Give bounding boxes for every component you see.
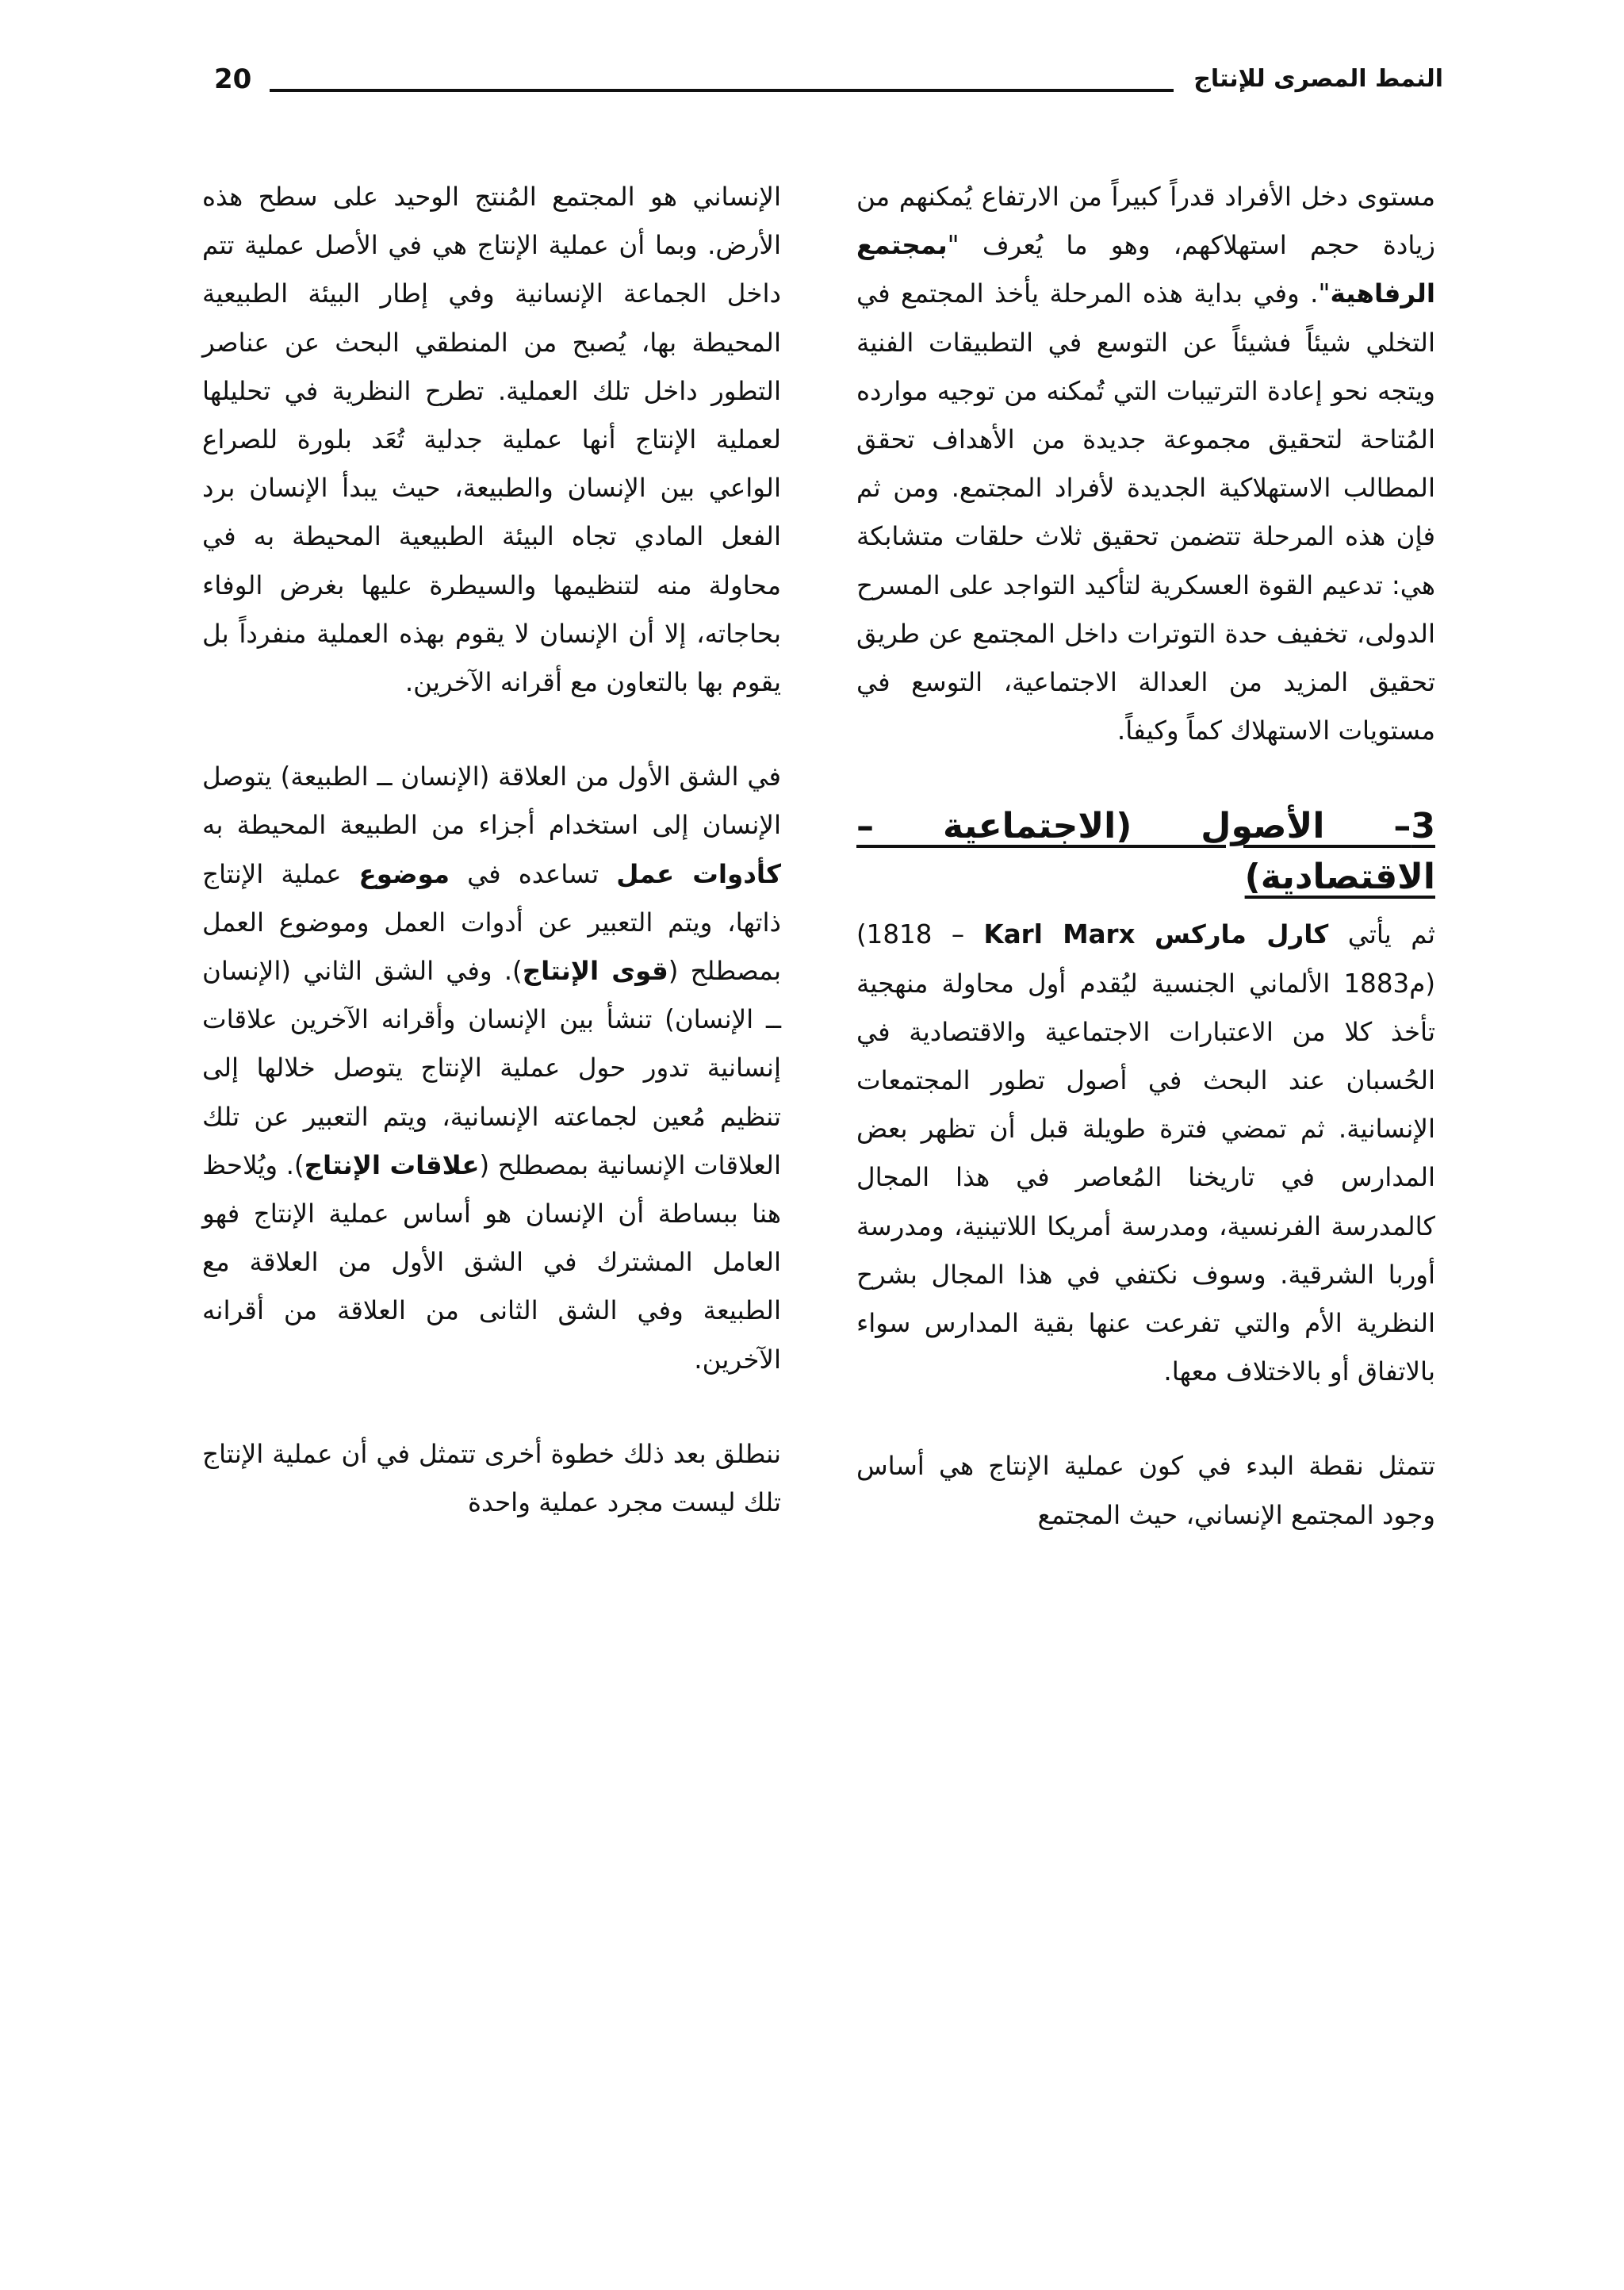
bold-term: بمجتمع الرفاهية xyxy=(856,230,1435,309)
bold-name-arabic: كارل ماركس xyxy=(1154,919,1329,950)
paragraph-text: عملية الإنتاج ذاتها، ويتم التعبير عن أدوات العمل وموضوع العمل بمصطلح ( xyxy=(202,858,781,987)
bold-name-latin: Karl Marx xyxy=(983,919,1136,950)
paragraph: الإنساني هو المجتمع المُنتج الوحيد على سطح هذه الأرض. وبما أن عملية الإنتاج هي في الأصل عملية تتم داخل الجماعة الإنسانية وفي إطار البيئة الطبيعية المحيطة بها، يُصبح من المنطقي البحث عن عناصر التطور داخل تلك العملية. تطرح النظرية في تحليلها لعملية الإنتاج أنها عملية جدلية تُعَد بلورة للصراع الواعي بين الإنسان والطبيعة، حيث يبدأ الإنسان برد الفعل المادي تجاه البيئة الطبيعية المحيطة به في محاولة منه لتنظيمها والسيطرة عليها بغرض الوفاء بحاجاته، إلا أن الإنسان لا يقوم بهذه العملية منفرداً بل يقوم بها بالتعاون مع أقرانه الآخرين. xyxy=(202,182,781,698)
paragraph: تتمثل نقطة البدء في كون عملية الإنتاج هي أساس وجود المجتمع الإنساني، حيث المجتمع xyxy=(856,1451,1435,1530)
paragraph xyxy=(856,911,1435,1396)
paragraph-text: ). ويُلاحظ هنا ببساطة أن الإنسان هو أساس عملية الإنتاج فهو العامل المشترك في الشق الأول من العلاقة مع الطبيعة وفي الشق الثانى من العلاقة من أقرانه الآخرين. xyxy=(202,1149,781,1375)
paragraph: ننطلق بعد ذلك خطوة أخرى تتمثل في أن عملية الإنتاج تلك ليست مجرد عملية واحدة xyxy=(202,1438,781,1518)
paragraph-text: ). وفي الشق الثاني (الإنسان ــ الإنسان) تنشأ بين الإنسان وأقرانه الآخرين علاقات إنسانية تدور حول عملية الإنتاج يتوصل خلالها إلى تنظيم مُعين لجماعته الإنسانية، ويتم التعبير عن تلك العلاقات الإنسانية بمصطلح ( xyxy=(202,956,781,1180)
left-column xyxy=(202,173,781,1527)
bold-term: كأدوات عمل xyxy=(616,858,781,889)
right-column xyxy=(856,173,1435,1540)
paragraph-text: في الشق الأول من العلاقة (الإنسان ــ الطبيعة) يتوصل الإنسان إلى استخدام أجزاء من الطبيعة المحيطة به xyxy=(202,761,781,841)
paragraph xyxy=(856,173,1435,755)
paragraph-text: تساعده في xyxy=(450,858,617,889)
page-header xyxy=(214,62,1443,117)
bold-term: موضوع xyxy=(358,858,450,889)
header-rule xyxy=(270,89,1174,92)
paragraph-text: ". وفي بداية هذه المرحلة يأخذ المجتمع في التخلي شيئاً فشيئاً عن التوسع في التطبيقات الفنية ويتجه نحو إعادة الترتيبات التي تُمكنه من توجيه موارده المُتاحة لتحقيق مجموعة جديدة من الأهداف تحقق المطالب الاستهلاكية الجديدة لأفراد المجتمع. ومن ثم فإن هذه المرحلة تتضمن تحقيق ثلاث حلقات متشابكة هي: تدعيم القوة العسكرية لتأكيد التواجد على المسرح الدولى، تخفيف حدة التوترات داخل المجتمع عن طريق تحقيق المزيد من العدالة الاجتماعية، التوسع في مستويات الاستهلاك كماً وكيفاً. xyxy=(856,278,1435,746)
page-number: 20 xyxy=(214,63,252,95)
section-heading: 3– الأصول (الاجتماعية – الاقتصادية) xyxy=(856,806,1435,898)
bold-term: قوى الإنتاج xyxy=(522,956,668,987)
bold-term: علاقات الإنتاج xyxy=(304,1149,480,1180)
paragraph xyxy=(202,753,781,1384)
paragraph-text: ثم يأتي xyxy=(1328,919,1435,950)
paragraph-text: الألماني الجنسية ليُقدم أول محاولة منهجية تأخذ كلا من الاعتبارات الاجتماعية والاقتصادية في الحُسبان عند البحث في أصول تطور المجتمعات الإنسانية. ثم تمضي فترة طويلة قبل أن تظهر بعض المدارس في تاريخنا المُعاصر في هذا المجال كالمدرسة الفرنسية، ومدرسة أمريكا اللاتينية، ومدرسة أوربا الشرقية. وسوف نكتفي في هذا المجال بشرح النظرية الأم والتي تفرعت عنها بقية المدارس سواء بالاتفاق أو بالاختلاف معها. xyxy=(856,968,1435,1387)
paragraph-text: مستوى دخل الأفراد قدراً كبيراً من الارتفاع يُمكنهم من زيادة حجم استهلاكهم، وهو ما يُعرف " xyxy=(856,182,1435,261)
life-years: (1818 – 1883م) xyxy=(856,919,1435,999)
running-title: النمط المصرى للإنتاج xyxy=(1193,65,1443,93)
